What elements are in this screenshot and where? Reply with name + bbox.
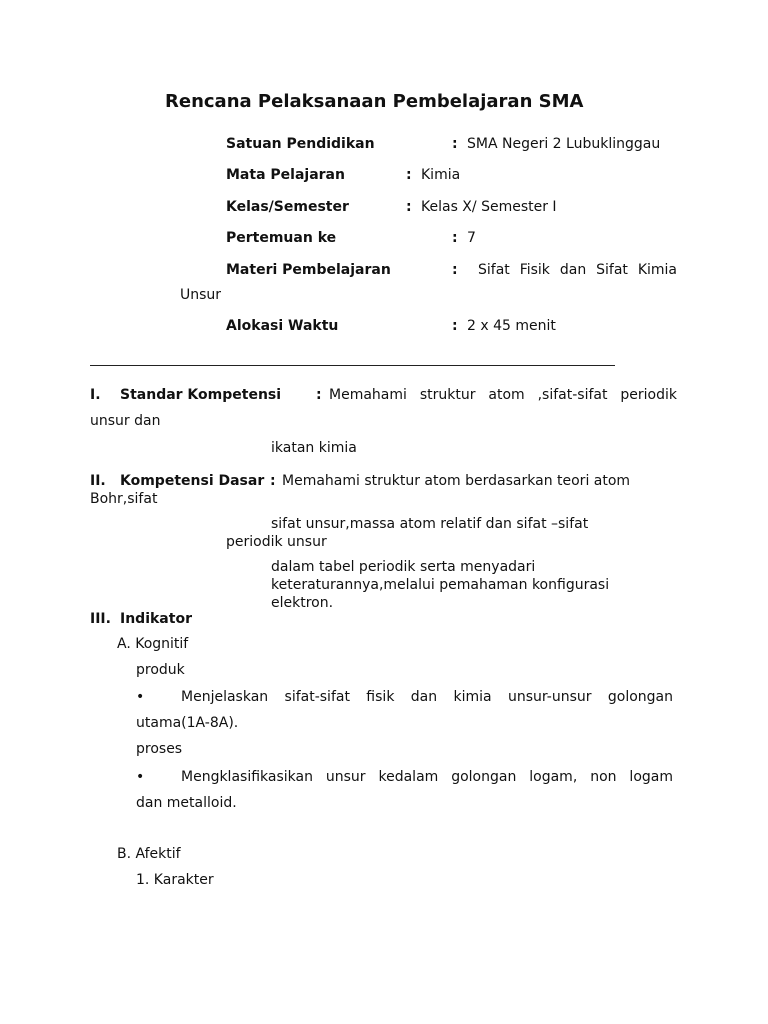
identity-colon: :	[452, 230, 458, 246]
section-number: III.	[90, 611, 111, 627]
identity-label-mapel: Mata Pelajaran	[226, 167, 345, 183]
identity-value-materi: Sifat Fisik dan Sifat Kimia	[478, 262, 677, 278]
identity-colon: :	[452, 318, 458, 334]
identity-colon: :	[452, 262, 458, 278]
section-number: II.	[90, 473, 106, 489]
identity-label-pertemuan: Pertemuan ke	[226, 230, 337, 246]
identity-colon: :	[406, 199, 412, 215]
identity-label-satuan: Satuan Pendidikan	[226, 136, 375, 152]
identity-label-materi: Materi Pembelajaran	[226, 262, 391, 278]
kompetensi-text-line: Memahami struktur atom berdasarkan teori atom	[282, 473, 631, 489]
identity-label-kelas: Kelas/Semester	[226, 199, 349, 215]
section-heading: Standar Kompetensi	[120, 387, 282, 403]
identity-value-satuan: SMA Negeri 2 Lubuklinggau	[467, 136, 661, 152]
subsection-afektif-label: B. Afektif	[117, 846, 181, 862]
proses-item-line: Mengklasifikasikan unsur kedalam golongan logam, non logam	[181, 769, 673, 785]
produk-item-line: Menjelaskan sifat-sifat fisik dan kimia unsur-unsur golongan	[181, 689, 673, 705]
section-colon: :	[316, 387, 322, 403]
identity-value-alokasi: 2 x 45 menit	[467, 318, 556, 334]
kompetensi-text-line: elektron.	[271, 595, 334, 611]
bullet-icon: •	[136, 769, 145, 785]
produk-label: produk	[136, 662, 185, 678]
identity-value-kelas: Kelas X/ Semester I	[421, 199, 557, 215]
kompetensi-text-line: dalam tabel periodik serta menyadari	[271, 559, 536, 575]
document-title: Rencana Pelaksanaan Pembelajaran SMA	[165, 91, 584, 112]
identity-value-materi-continuation: Unsur	[180, 287, 222, 303]
standar-text-line: unsur dan	[90, 413, 161, 429]
kompetensi-text-line: sifat unsur,massa atom relatif dan sifat –sifat	[271, 516, 589, 532]
afektif-item-karakter: 1. Karakter	[136, 872, 214, 888]
section-heading: Indikator	[120, 611, 192, 627]
section-heading: Kompetensi Dasar	[120, 473, 265, 489]
kompetensi-text-line: keteraturannya,melalui pemahaman konfigurasi	[271, 577, 610, 593]
standar-text-line: Memahami struktur atom ,sifat-sifat periodik	[329, 387, 677, 403]
kompetensi-text-line: periodik unsur	[226, 534, 327, 550]
identity-colon: :	[406, 167, 412, 183]
identity-label-alokasi: Alokasi Waktu	[226, 318, 339, 334]
identity-value-pertemuan: 7	[467, 230, 476, 246]
section-number: I.	[90, 387, 101, 403]
subsection-kognitif-label: A. Kognitif	[117, 636, 189, 652]
bullet-icon: •	[136, 689, 145, 705]
produk-item-line: utama(1A-8A).	[136, 715, 239, 731]
kompetensi-text-line: Bohr,sifat	[90, 491, 158, 507]
identity-colon: :	[452, 136, 458, 152]
section-colon: :	[270, 473, 276, 489]
identity-value-mapel: Kimia	[421, 167, 461, 183]
separator-line	[90, 365, 615, 366]
proses-label: proses	[136, 741, 183, 757]
proses-item-line: dan metalloid.	[136, 795, 237, 811]
standar-text-line: ikatan kimia	[271, 440, 357, 456]
